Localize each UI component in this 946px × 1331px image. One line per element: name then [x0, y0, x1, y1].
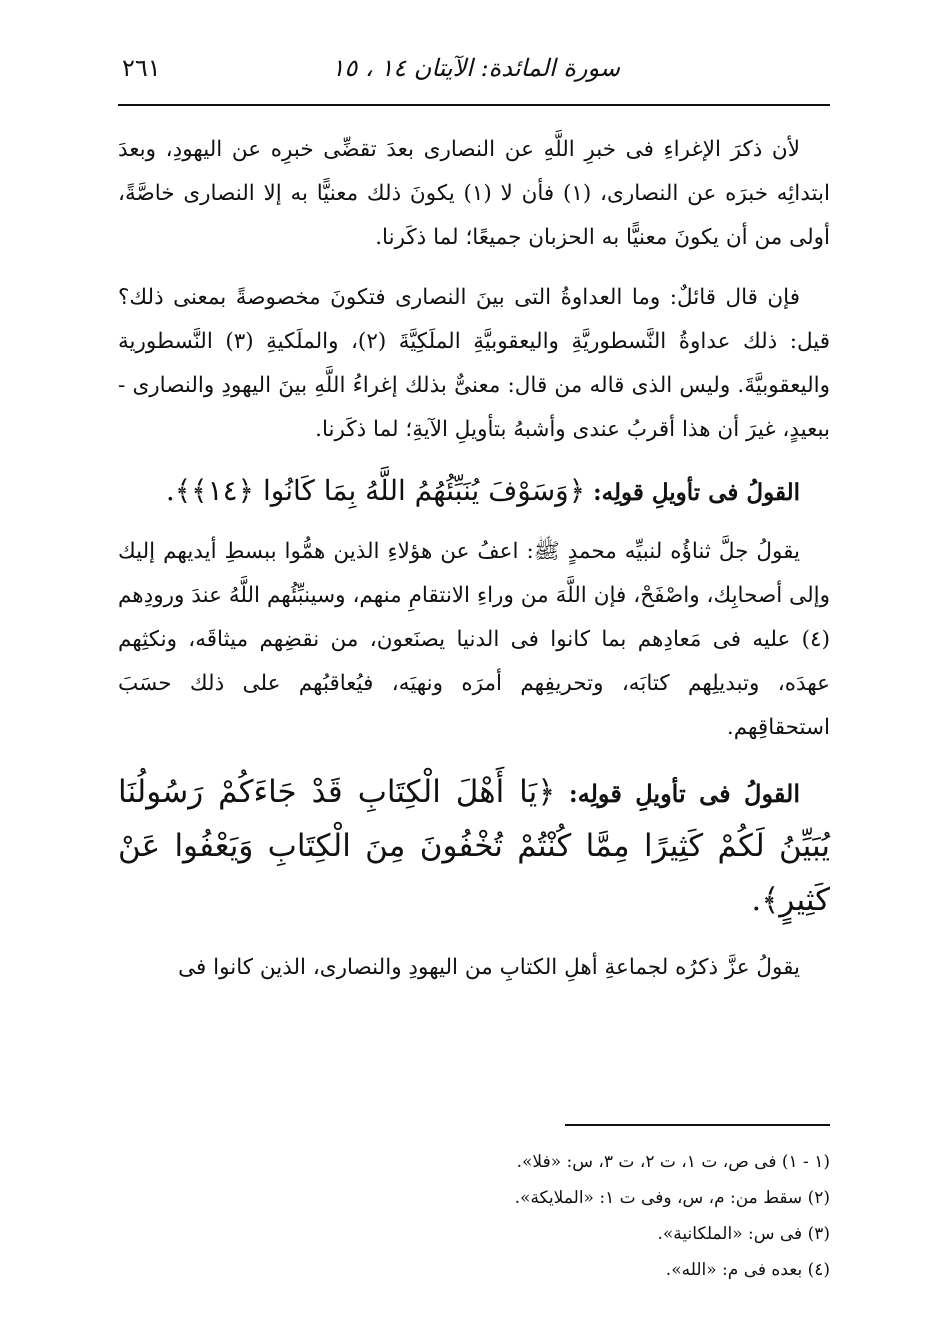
header-rule — [118, 104, 830, 106]
header-title: سورة المائدة: الآيتان ١٤ ، ١٥ — [331, 54, 620, 82]
paragraph-4: يقولُ عزَّ ذكرُه لجماعةِ أهلِ الكتابِ من اليهودِ والنصارى، الذين كانوا فى — [178, 955, 800, 980]
footnote-rule — [565, 1124, 830, 1126]
paragraph-3: يقولُ جلَّ ثناؤُه لنبيِّه محمدٍ ﷺ: اعفُ عن هؤلاءِ الذين همُّوا ببسطِ أيديهم إليك وإلى أصحابِك، واصْفَحْ، فإن اللَّهَ من وراءِ الانتقامِ منهم، وسينبِّئُهم اللَّهُ عندَ ورودِهم (٤) عليه فى مَعادِهم بما كانوا فى الدنيا يصنَعون، من نقضِهم ميثاقَه، ونكثِهم عهدَه، وتبديلِهم كتابَه، وتحريفِهم أمرَه ونهيَه، فيُعاقبُهم على ذلك حسَبَ استحقاقِهم. — [118, 539, 830, 740]
heading-lead: القولُ فى تأويلِ قولِه: — [593, 479, 800, 506]
page-number: ٢٦١ — [122, 54, 161, 82]
heading-lead: القولُ فى تأويلِ قولِه: — [568, 779, 800, 808]
running-header — [118, 52, 830, 102]
section-heading-2 — [118, 766, 830, 928]
footnote: (١ - ١) فى ص، ت ١، ت ٢، ت ٣، س: «فلا». — [516, 1152, 830, 1172]
footnotes — [118, 1144, 830, 1288]
footnote: (٢) سقط من: م، س، وفى ت ١: «الملايكة». — [514, 1188, 830, 1208]
main-text — [118, 128, 830, 1006]
section-heading-1 — [118, 468, 830, 516]
footnote: (٣) فى س: «الملكانية». — [657, 1224, 830, 1244]
footnote: (٤) بعده فى م: «الله». — [665, 1260, 830, 1280]
quran-verse: ﴿يَا أَهْلَ الْكِتَابِ قَدْ جَاءَكُمْ رَسُولُنَا يُبَيِّنُ لَكُمْ كَثِيرًا مِمَّا كُنْتُمْ تُخْفُونَ مِنَ الْكِتَابِ وَيَعْفُوا عَنْ كَثِيرٍ﴾. — [118, 774, 830, 918]
paragraph-2: فإن قال قائلٌ: وما العداوةُ التى بينَ النصارى فتكونَ مخصوصةً بمعنى ذلك؟ قيل: ذلك عداوةُ النَّسطوريَّةِ واليعقوبيَّةِ الملَكِيَّةَ (٢)، والملَكيةِ (٣) النَّسطورية واليعقوبيَّةَ. وليس الذى قاله من قال: معنىٌّ بذلك إغراءُ اللَّهِ بينَ اليهودِ والنصارى - ببعيدٍ، غيرَ أن هذا أقربُ عندى وأشبهُ بتأويلِ الآيةِ؛ لما ذكَرنا. — [118, 285, 830, 442]
quran-verse: ﴿وَسَوْفَ يُنَبِّئُهُمُ اللَّهُ بِمَا كَانُوا ﴿١٤﴾﴾. — [165, 474, 586, 507]
paragraph-1: لأن ذكرَ الإغراءِ فى خبرِ اللَّهِ عن النصارى بعدَ تقضِّى خبرِه عن اليهودِ، وبعدَ ابتدائِه خبرَه عن النصارى، (١) فأن لا (١) يكونَ ذلك معنيًّا به إلا النصارى خاصَّةً، أولى من أن يكونَ معنيًّا به الحزبان جميعًا؛ لما ذكَرنا. — [118, 137, 830, 250]
